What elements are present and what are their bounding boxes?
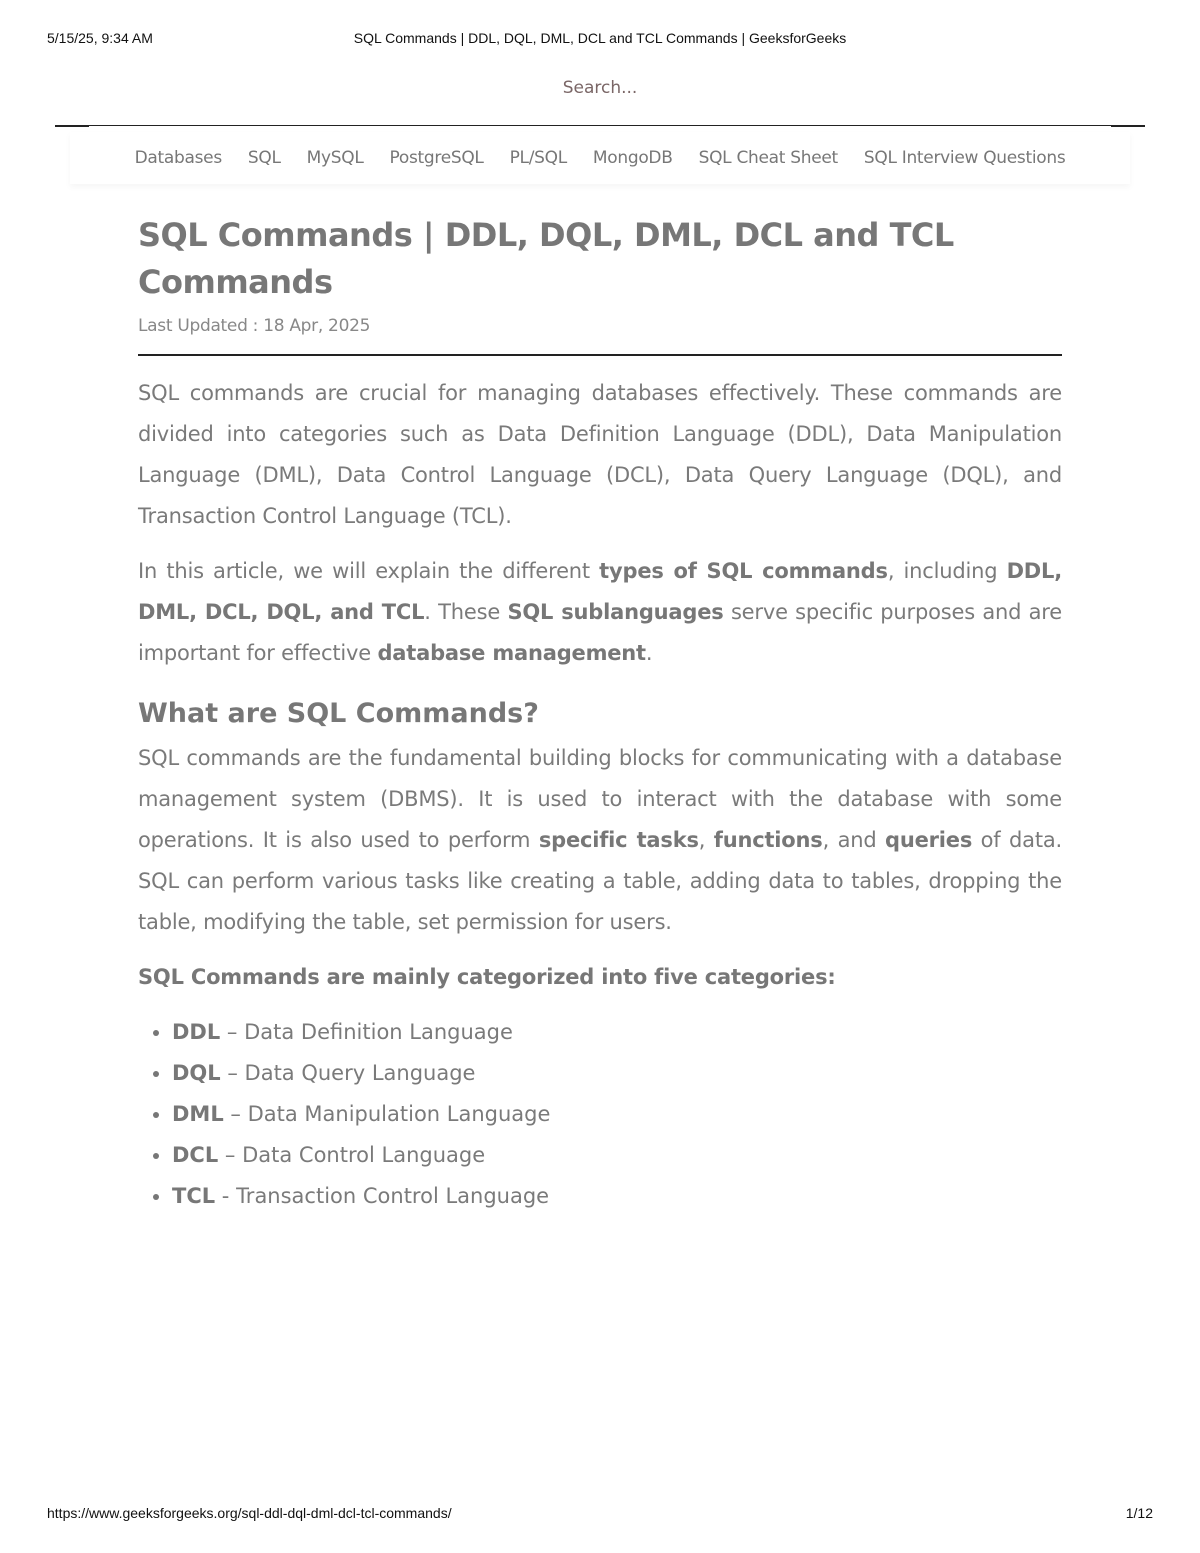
nav-item-databases[interactable]: Databases bbox=[134, 148, 222, 168]
nav-item-mongodb[interactable]: MongoDB bbox=[592, 148, 673, 168]
header-divider-right bbox=[1111, 125, 1145, 127]
article bbox=[138, 212, 1062, 1217]
nav-item-sql[interactable]: SQL bbox=[247, 148, 281, 168]
article-overview-paragraph: In this article, we will explain the different types of SQL commands, including DDL, DML, DCL, DQL, and TCL. These SQL sublanguages serve specific purposes and are important for effective database management. bbox=[138, 559, 1062, 665]
nav-item-plsql[interactable]: PL/SQL bbox=[509, 148, 567, 168]
header-divider-left bbox=[55, 125, 89, 127]
nav-item-postgresql[interactable]: PostgreSQL bbox=[389, 148, 484, 168]
definition-paragraph: SQL commands are the fundamental building blocks for communicating with a database management system (DBMS). It is used to interact with the database with some operations. It is also used to perform specific tasks, functions, and queries of data. SQL can perform various tasks like creating a table, adding data to tables, dropping the table, modifying the table, set permission for users. bbox=[138, 746, 1063, 934]
print-footer bbox=[47, 1505, 1153, 1525]
print-datetime: 5/15/25, 9:34 AM bbox=[47, 30, 153, 46]
list-item: • DDL – Data Definition Language bbox=[172, 1012, 1062, 1053]
search-input[interactable]: Search... bbox=[562, 78, 638, 98]
list-item: • DML – Data Manipulation Language bbox=[172, 1094, 1062, 1135]
list-item: • DQL – Data Query Language bbox=[172, 1053, 1062, 1094]
print-page-title: SQL Commands | DDL, DQL, DML, DCL and TCL Commands | GeeksforGeeks bbox=[353, 30, 847, 46]
nav-item-sql-cheat-sheet[interactable]: SQL Cheat Sheet bbox=[698, 148, 838, 168]
page-number: 1/12 bbox=[1125, 1505, 1153, 1521]
nav-item-sql-interview-questions[interactable]: SQL Interview Questions bbox=[863, 148, 1066, 168]
header-divider bbox=[89, 125, 1111, 126]
last-updated: Last Updated : 18 Apr, 2025 bbox=[138, 316, 371, 336]
title-divider bbox=[138, 354, 1062, 356]
print-url: https://www.geeksforgeeks.org/sql-ddl-dql-dml-dcl-tcl-commands/ bbox=[47, 1505, 452, 1521]
list-item: • DCL – Data Control Language bbox=[172, 1135, 1062, 1176]
article-title: SQL Commands | DDL, DQL, DML, DCL and TCL Commands bbox=[138, 216, 954, 301]
categories-lead: SQL Commands are mainly categorized into five categories: bbox=[138, 965, 836, 989]
list-item: • TCL - Transaction Control Language bbox=[172, 1176, 1062, 1217]
section-heading: What are SQL Commands? bbox=[138, 698, 539, 729]
categories-list bbox=[138, 1012, 1062, 1217]
topic-nav bbox=[70, 132, 1130, 184]
nav-item-mysql[interactable]: MySQL bbox=[306, 148, 364, 168]
intro-paragraph: SQL commands are crucial for managing databases effectively. These commands are divided into categories such as Data Definition Language (DDL), Data Manipulation Language (DML), Data Control Language (DCL), Data Query Language (DQL), and Transaction Control Language (TCL). bbox=[138, 381, 1062, 528]
print-header bbox=[47, 30, 1153, 50]
